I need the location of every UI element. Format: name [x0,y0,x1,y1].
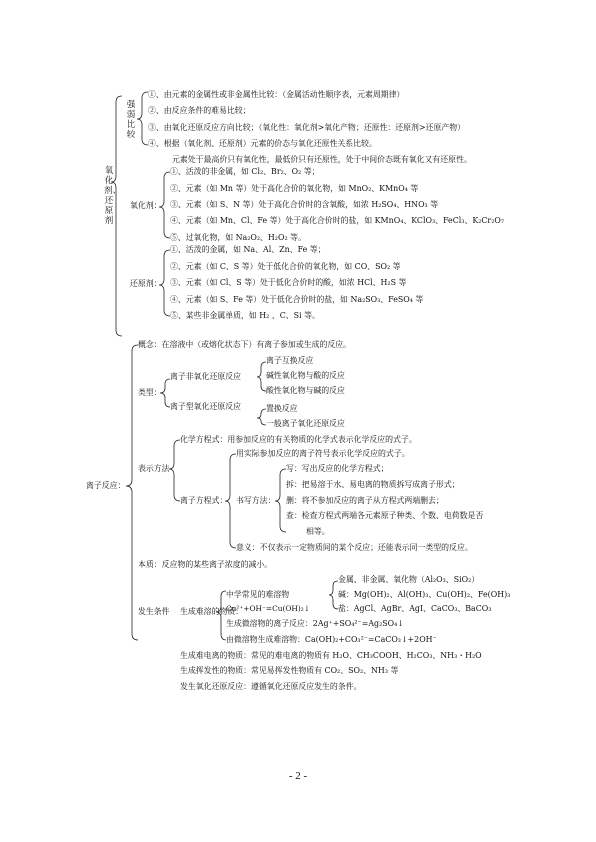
bracket-write [275,469,286,532]
redox-item-2: 一般离子氧化还原反应 [266,419,345,428]
bracket-repr [169,440,180,501]
page-number: - 2 - [288,770,308,782]
compare-item-3: ③、由氧化还原反应方向比较；（氧化性：氧化剂>氧化产物；还原性：还原剂>还原产物） [148,123,466,132]
reductant-item-3: ③、元素（如 Cl、S 等）处于低化合价时的酸，如浓 HCl、H₂S 等 [170,278,407,287]
slightly-soluble-reaction: 生成微溶物的离子反应：2Ag⁺+SO₄²⁻=Ag₂SO₄↓ [226,619,404,628]
bracket-common [329,581,338,609]
concept: 概念：在溶液中（或熔化状态下）有离子参加或生成的反应。 [138,340,352,349]
reductant-item-4: ④、元素（如 S、Fe 等）处于低化合价时的盐，如 Na₂SO₃、FeSO₄ 等 [170,295,424,304]
redox-item-1: 置换反应 [266,404,298,413]
oxidant-item-1: ①、活泼的非金属，如 Cl₂、Br₂、O₂ 等； [170,167,320,176]
label-reductant: 还原剂： [130,279,162,288]
non-redox-type: 离子非氧化还原反应 [170,372,242,381]
insoluble-item-2: 碱：Mg(OH)₂、Al(OH)₃、Cu(OH)₂、Fe(OH)₃ [338,590,511,599]
write-step-3: 删：将不参加反应的离子从方程式两端删去； [286,496,444,505]
label-strength-compare: 强弱比较 [126,100,136,140]
non-redox-item-2: 碱性氧化物与酸的反应 [266,371,345,380]
bracket-root [126,345,138,640]
essence: 本质：反应物的某些离子浓度的减小。 [138,560,273,569]
label-write-method: 书写方法： [236,496,276,505]
common-insoluble: 中学常见的难溶物 [226,590,290,599]
reductant-item-1: ①、活泼的金属，如 Na、Al、Zn、Fe 等； [170,245,326,254]
label-conditions: 发生条件 [138,607,170,616]
reductant-item-2: ②、元素（如 C、S 等）处于低化合价的氧化物，如 CO、SO₂ 等 [170,262,401,271]
reductant-item-5: ⑤、某些非金属单质，如 H₂ 、C、Si 等。 [170,311,320,320]
label-type: 类型： [138,388,162,397]
oxidant-item-5: ⑤、过氧化物，如 Na₂O₂、H₂O₂ 等。 [170,233,306,242]
ion-equation-def: 用实际参加反应的离子符号表示化学反应的式子。 [236,449,410,458]
weak-electrolyte: 生成难电离的物质：常见的难电离的物质有 H₂O、CH₃COOH、H₂CO₃、NH₃・H₂O [180,651,482,660]
volatile-substance: 生成挥发性的物质：常见易挥发性物质有 CO₂、SO₂、NH₃ 等 [180,666,399,675]
non-redox-item-3: 酸性氧化物与碱的反应 [266,386,345,395]
slight-to-insoluble: 由微溶物生成难溶物：Ca(OH)₂+CO₃²⁻=CaCO₃↓+2OH⁻ [226,635,437,644]
cu-hydroxide-equation: Cu²⁺+OH⁻=Cu(OH)₂↓ [226,604,310,613]
label-oxidant-reductant: 氧化剂、还原剂 [104,166,122,226]
compare-item-1: ①、由元素的金属性或非金属性比较：（金属活动性顺序表，元素周期律） [148,90,405,99]
non-redox-item-1: 离子互换反应 [266,356,314,365]
write-step-4: 查：检查方程式两端各元素原子种类、个数、电荷数是否 [286,511,484,520]
oxidant-item-3: ③、元素（如 S、N 等）处于高化合价时的含氧酸，如浓 H₂SO₄、HNO₃ 等 [170,200,439,209]
compare-item-4: ④、根据（氧化剂、还原剂）元素的价态与氧化还原性关系比较。 [148,139,377,148]
redox-condition: 发生氧化还原反应：遵循氧化还原反应发生的条件。 [180,682,362,691]
label-ion-reaction: 离子反应： [86,481,126,490]
insoluble-item-1: 金属、非金属、氧化物（Al₂O₃、SiO₂） [338,575,480,584]
bracket-compare [137,92,148,145]
chem-equation: 化学方程式：用参加反应的有关物质的化学式表示化学反应的式子。 [180,435,417,444]
label-ion-equation: 离子方程式： [180,496,228,505]
write-step-1: 写：写出反应的化学方程式； [286,464,389,473]
meaning: 意义：不仅表示一定物质间的某个反应；还能表示同一类型的反应。 [236,543,473,552]
insoluble-item-3: 盐：AgCl、AgBr、AgI、CaCO₃、BaCO₃ [338,604,492,613]
bracket-nonredox [257,362,266,391]
label-insoluble: 生成难溶的物质： [180,607,244,616]
oxidant-item-4: ④、元素（如 Mn、Cl、Fe 等）处于高化合价时的盐，如 KMnO₄、KClO₃、FeCl₃、K₂Cr₂O₇ [170,216,504,225]
write-step-2: 拆：把易溶于水、易电离的物质拆写成离子形式； [286,480,460,489]
redox-type: 离子型氧化还原反应 [170,402,242,411]
write-step-4-cont: 相等。 [306,527,330,536]
compare-item-2: ②、由反应条件的难易比较； [148,106,251,115]
valence-note: 元素处于最高价只有氧化性，最低价只有还原性，处于中间价态既有氧化又有还原性。 [172,155,472,164]
oxidant-item-2: ②、元素（如 Mn 等）处于高化合价的氧化物，如 MnO₂、KMnO₄ 等 [170,184,419,193]
bracket-redox [257,409,266,425]
label-representation: 表示方法 [138,464,170,473]
label-oxidant: 氧化剂： [130,201,162,210]
